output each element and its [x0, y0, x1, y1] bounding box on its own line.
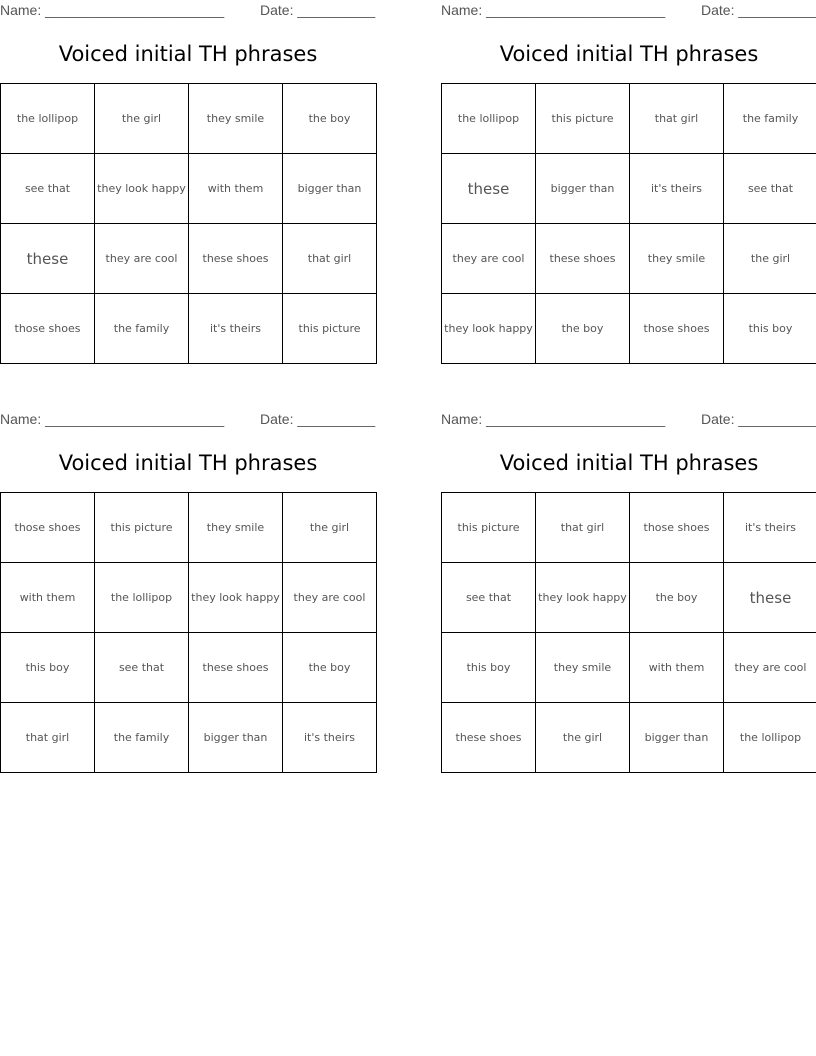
grid-cell: that girl — [283, 224, 377, 294]
header-line — [0, 409, 376, 431]
grid-cell: bigger than — [189, 703, 283, 773]
grid-cell: this picture — [442, 493, 536, 563]
grid-cell: these — [1, 224, 95, 294]
grid-cell: with them — [630, 633, 724, 703]
grid-cell: this picture — [95, 493, 189, 563]
bingo-grid — [441, 83, 816, 364]
card-title: Voiced initial TH phrases — [58, 451, 318, 475]
name-label: Name: _______________________ — [441, 411, 666, 427]
grid-cell: they look happy — [189, 563, 283, 633]
name-label: Name: _______________________ — [0, 411, 225, 427]
grid-cell: these — [442, 154, 536, 224]
bingo-grid — [0, 492, 377, 773]
grid-cell: those shoes — [630, 294, 724, 364]
header-line — [0, 0, 376, 22]
grid-cell: they smile — [630, 224, 724, 294]
header-line — [441, 0, 816, 22]
grid-cell: the girl — [95, 84, 189, 154]
name-label: Name: _______________________ — [0, 2, 225, 18]
grid-cell: these shoes — [189, 633, 283, 703]
date-label: Date: __________ — [701, 2, 816, 18]
date-label: Date: __________ — [260, 411, 376, 427]
grid-cell: the lollipop — [95, 563, 189, 633]
date-label: Date: __________ — [260, 2, 376, 18]
grid-cell: the girl — [283, 493, 377, 563]
grid-cell: the family — [724, 84, 816, 154]
grid-cell: the boy — [283, 633, 377, 703]
grid-cell: these — [724, 563, 816, 633]
grid-cell: they are cool — [283, 563, 377, 633]
date-label: Date: __________ — [701, 411, 816, 427]
grid-cell: bigger than — [283, 154, 377, 224]
grid-cell: the boy — [630, 563, 724, 633]
grid-cell: it's theirs — [189, 294, 283, 364]
grid-cell: see that — [1, 154, 95, 224]
grid-cell: the lollipop — [442, 84, 536, 154]
grid-cell: the lollipop — [724, 703, 816, 773]
header-line — [441, 409, 816, 431]
grid-cell: this boy — [442, 633, 536, 703]
grid-cell: they smile — [189, 493, 283, 563]
grid-cell: those shoes — [630, 493, 724, 563]
grid-cell: see that — [442, 563, 536, 633]
grid-cell: see that — [724, 154, 816, 224]
grid-cell: they smile — [189, 84, 283, 154]
name-label: Name: _______________________ — [441, 2, 666, 18]
grid-cell: this boy — [1, 633, 95, 703]
grid-cell: with them — [189, 154, 283, 224]
grid-cell: they look happy — [536, 563, 630, 633]
grid-cell: that girl — [536, 493, 630, 563]
grid-cell: these shoes — [442, 703, 536, 773]
grid-cell: it's theirs — [724, 493, 816, 563]
grid-cell: the girl — [536, 703, 630, 773]
bingo-grid — [441, 492, 816, 773]
grid-cell: it's theirs — [630, 154, 724, 224]
card-title: Voiced initial TH phrases — [499, 42, 759, 66]
grid-cell: these shoes — [189, 224, 283, 294]
card-title: Voiced initial TH phrases — [499, 451, 759, 475]
grid-cell: they are cool — [724, 633, 816, 703]
grid-cell: they look happy — [95, 154, 189, 224]
grid-cell: the boy — [536, 294, 630, 364]
grid-cell: those shoes — [1, 493, 95, 563]
bingo-card-3 — [0, 409, 376, 744]
grid-cell: it's theirs — [283, 703, 377, 773]
grid-cell: this boy — [724, 294, 816, 364]
grid-cell: the boy — [283, 84, 377, 154]
grid-cell: this picture — [536, 84, 630, 154]
grid-cell: bigger than — [536, 154, 630, 224]
grid-cell: they smile — [536, 633, 630, 703]
bingo-card-1 — [0, 0, 376, 335]
grid-cell: with them — [1, 563, 95, 633]
grid-cell: these shoes — [536, 224, 630, 294]
grid-cell: see that — [95, 633, 189, 703]
grid-cell: the family — [95, 703, 189, 773]
grid-cell: bigger than — [630, 703, 724, 773]
grid-cell: the lollipop — [1, 84, 95, 154]
grid-cell: they are cool — [95, 224, 189, 294]
grid-cell: that girl — [630, 84, 724, 154]
card-title: Voiced initial TH phrases — [58, 42, 318, 66]
bingo-card-2 — [441, 0, 816, 335]
grid-cell: those shoes — [1, 294, 95, 364]
grid-cell: the family — [95, 294, 189, 364]
bingo-grid — [0, 83, 377, 364]
grid-cell: the girl — [724, 224, 816, 294]
bingo-card-4 — [441, 409, 816, 744]
grid-cell: they look happy — [442, 294, 536, 364]
grid-cell: this picture — [283, 294, 377, 364]
grid-cell: they are cool — [442, 224, 536, 294]
grid-cell: that girl — [1, 703, 95, 773]
